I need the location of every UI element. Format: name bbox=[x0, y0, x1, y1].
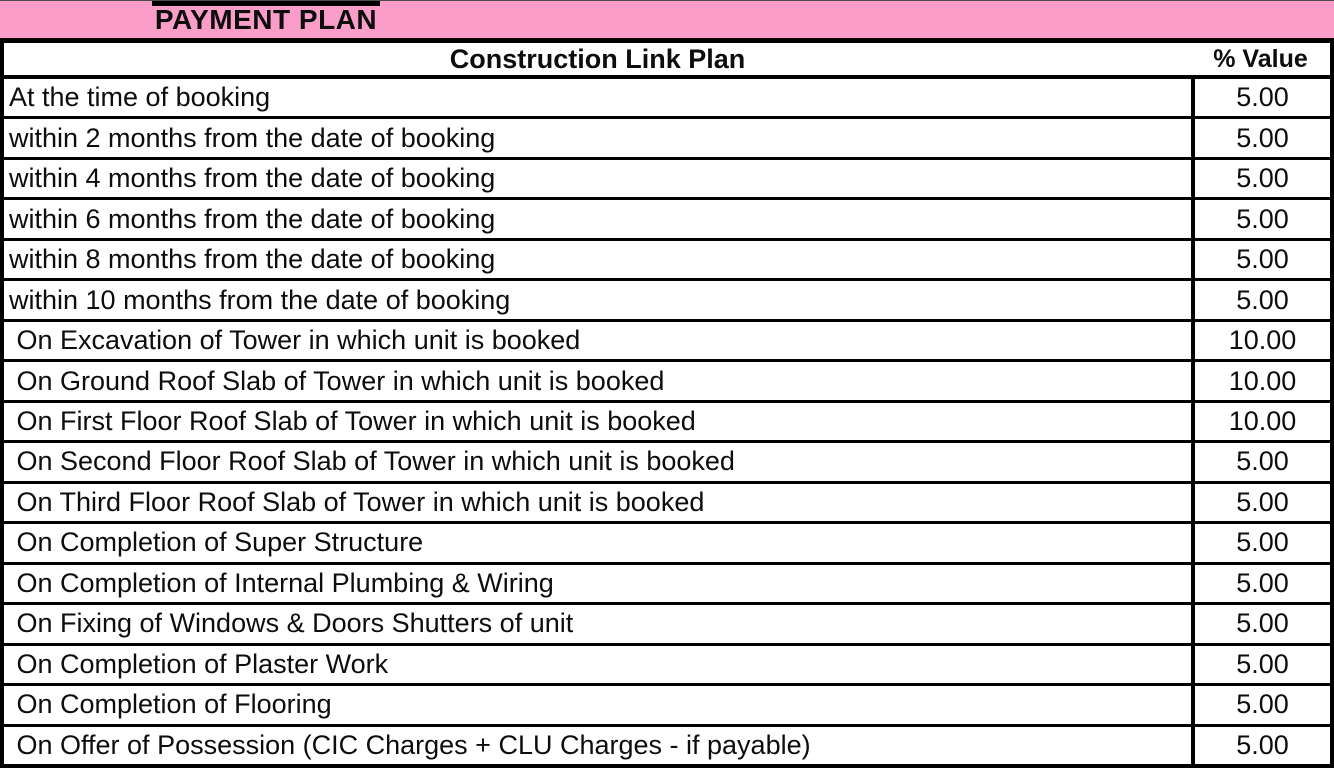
percent-value-cell: 5.00 bbox=[1191, 160, 1330, 197]
percent-value-cell: 5.00 bbox=[1191, 727, 1330, 764]
table-row bbox=[4, 160, 1330, 200]
milestone-description: On Third Floor Roof Slab of Tower in which unit is booked bbox=[9, 486, 705, 517]
table-row bbox=[4, 565, 1330, 605]
percent-value-cell: 10.00 bbox=[1191, 362, 1330, 399]
table-row bbox=[4, 119, 1330, 159]
table-row bbox=[4, 605, 1330, 645]
table-row bbox=[4, 241, 1330, 281]
percent-value-cell: 5.00 bbox=[1191, 605, 1330, 642]
table-row bbox=[4, 484, 1330, 524]
table-row bbox=[4, 281, 1330, 321]
table-row bbox=[4, 79, 1330, 119]
milestone-description: On Offer of Possession (CIC Charges + CLU Charges - if payable) bbox=[9, 729, 811, 760]
payment-plan-title: PAYMENT PLAN bbox=[154, 4, 378, 35]
payment-plan-banner bbox=[0, 0, 1334, 38]
percent-value-cell: 5.00 bbox=[1191, 443, 1330, 480]
construction-link-plan-header: Construction Link Plan bbox=[449, 44, 746, 74]
milestone-description: within 2 months from the date of booking bbox=[9, 122, 496, 153]
milestone-description: within 8 months from the date of booking bbox=[9, 244, 496, 275]
milestone-description: On Completion of Plaster Work bbox=[9, 648, 389, 679]
percent-value-cell: 5.00 bbox=[1191, 119, 1330, 156]
table-row bbox=[4, 322, 1330, 362]
milestone-description: At the time of booking bbox=[9, 82, 271, 113]
percent-value-cell: 5.00 bbox=[1191, 241, 1330, 278]
table-header-row bbox=[4, 43, 1330, 79]
milestone-description: On First Floor Roof Slab of Tower in which unit is booked bbox=[9, 405, 696, 436]
milestone-description: within 10 months from the date of booking bbox=[9, 284, 511, 315]
table-row bbox=[4, 524, 1330, 564]
table-row bbox=[4, 646, 1330, 686]
percent-value-cell: 5.00 bbox=[1191, 200, 1330, 237]
percent-value-cell: 5.00 bbox=[1191, 484, 1330, 521]
table-row bbox=[4, 200, 1330, 240]
milestone-description: within 6 months from the date of booking bbox=[9, 203, 496, 234]
milestone-description: On Ground Roof Slab of Tower in which unit is booked bbox=[9, 365, 665, 396]
percent-value-cell: 10.00 bbox=[1191, 403, 1330, 440]
percent-value-cell: 5.00 bbox=[1191, 686, 1330, 723]
table-row bbox=[4, 403, 1330, 443]
percent-value-cell: 5.00 bbox=[1191, 524, 1330, 561]
milestone-description: On Completion of Super Structure bbox=[9, 527, 424, 558]
table-row bbox=[4, 727, 1330, 764]
milestone-description: within 4 months from the date of booking bbox=[9, 163, 496, 194]
milestone-description: On Fixing of Windows & Doors Shutters of unit bbox=[9, 608, 574, 639]
percent-value-cell: 10.00 bbox=[1191, 322, 1330, 359]
payment-plan-table bbox=[0, 38, 1334, 768]
table-row bbox=[4, 362, 1330, 402]
milestone-description: On Completion of Internal Plumbing & Wiring bbox=[9, 567, 554, 598]
percent-value-header: % Value bbox=[1213, 45, 1308, 73]
milestone-description: On Second Floor Roof Slab of Tower in which unit is booked bbox=[9, 446, 735, 477]
percent-value-cell: 5.00 bbox=[1191, 646, 1330, 683]
percent-value-cell: 5.00 bbox=[1191, 79, 1330, 116]
milestone-description: On Excavation of Tower in which unit is booked bbox=[9, 325, 581, 356]
table-row bbox=[4, 443, 1330, 483]
table-body bbox=[4, 79, 1330, 764]
milestone-description: On Completion of Flooring bbox=[9, 689, 332, 720]
table-row bbox=[4, 686, 1330, 726]
percent-value-cell: 5.00 bbox=[1191, 565, 1330, 602]
percent-value-cell: 5.00 bbox=[1191, 281, 1330, 318]
